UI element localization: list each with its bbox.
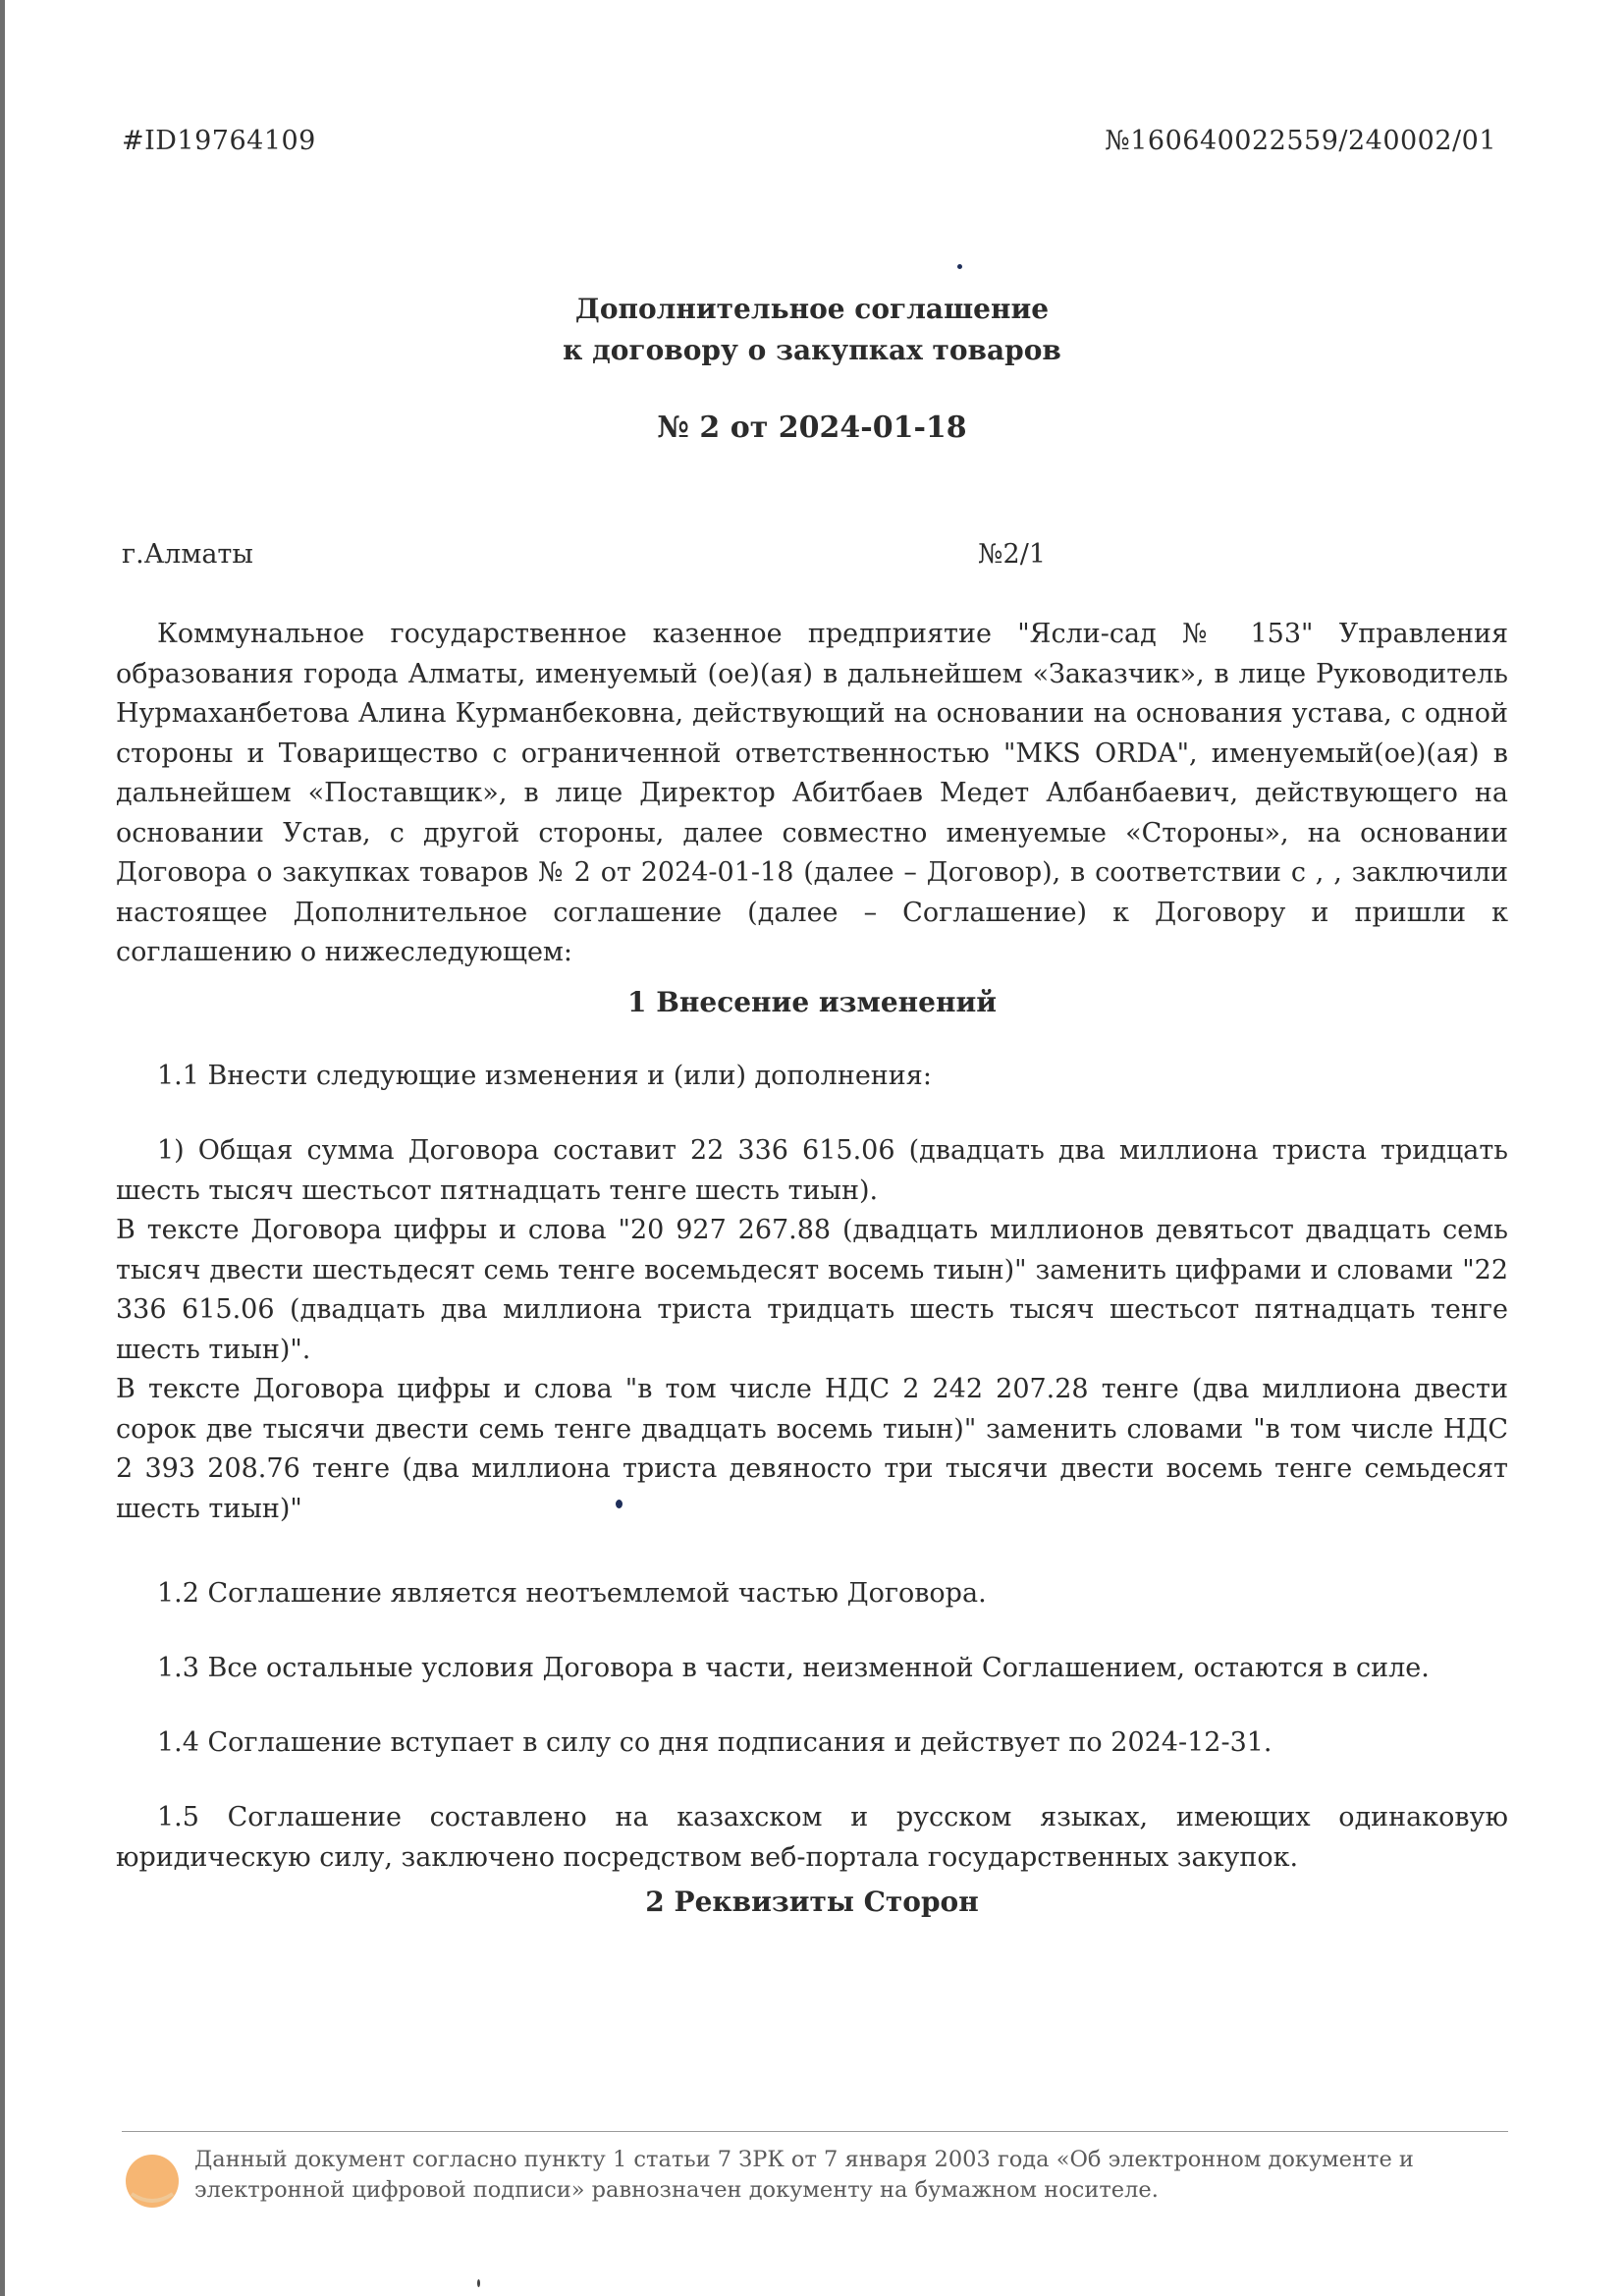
agreement-number: № 2 от 2024-01-18: [657, 410, 967, 445]
scan-speck: [477, 2279, 480, 2287]
clause-1-3-text: 1.3 Все остальные условия Договора в части, неизменной Соглашением, остаются в силе.: [157, 1653, 1430, 1683]
intro-paragraph: [116, 615, 1508, 973]
clause-1-1-text: 1.1 Внести следующие изменения и (или) дополнения:: [157, 1061, 932, 1091]
city: г.Алматы: [122, 539, 253, 570]
title-line-1: Дополнительное соглашение: [574, 293, 1050, 325]
intro-text: Коммунальное государственное казенное предприятие "Ясли-сад № 153" Управления образования города Алматы, именуемый (ое)(ая) в дальнейшем «Заказчик», в лице Руководитель Нурмаханбетова Алина Курманбековна, действующий на основании на основания устава, с одной стороны и Товарищество с ограниченной ответственностью "MKS ORDA", именуемый(ое)(ая) в дальнейшем «Поставщик», в лице Директор Абитбаев Медет Албанбаевич, действующего на основании Устав, с другой стороны, далее совместно именуемые «Стороны», на основании Договора о закупках товаров № 2 от 2024-01-18 (далее – Договор), в соответствии с , , заключили настоящее Дополнительное соглашение (далее – Соглашение) к Договору и пришли к соглашению о нижеследующем:: [116, 619, 1508, 967]
footer-divider: [122, 2131, 1508, 2132]
sub-number: №2/1: [978, 539, 1047, 570]
section-1-heading: 1 Внесение изменений: [626, 986, 997, 1018]
scan-speck: [957, 264, 962, 269]
section-2-heading: 2 Реквизиты Сторон: [645, 1886, 979, 1918]
clause-1-5-text: 1.5 Соглашение составлено на казахском и русском языках, имеющих одинаковую юридическую силу, заключено посредством веб-портала государственных закупок.: [116, 1802, 1508, 1873]
title-line-2: к договору о закупках товаров: [563, 334, 1061, 366]
footer-legal-note: Данный документ согласно пункту 1 статьи 7 ЗРК от 7 января 2003 года «Об электронном документе и электронной цифровой подписи» равнозначен документу на бумажном носителе.: [194, 2147, 1414, 2203]
document-id: #ID19764109: [122, 126, 316, 156]
clause-1-1: [116, 1057, 1508, 1097]
e-gov-logo-icon: [122, 2151, 183, 2212]
clause-1-2: [116, 1574, 1508, 1614]
document-title: [0, 289, 1624, 371]
clause-1-3: [116, 1649, 1508, 1689]
amendment-3: В тексте Договора цифры и слова "в том числе НДС 2 242 207.28 тенге (два миллиона двести сорок две тысячи двести семь тенге двадцать восемь тиын)" заменить словами "в том числе НДС 2 393 208.76 тенге (два миллиона триста девяносто три тысячи двести восемь тенге семьдесят шесть тиын)": [116, 1374, 1508, 1524]
amendments-block: [116, 1131, 1508, 1529]
scan-speck: [616, 1500, 623, 1508]
clause-1-5: [116, 1798, 1508, 1878]
amendment-2: В тексте Договора цифры и слова "20 927 267.88 (двадцать миллионов девятьсот двадцать семь тысяч двести шестьдесят семь тенге восемьдесят восемь тиын)" заменить цифрами и словами "22 336 615.06 (двадцать два миллиона триста тридцать шесть тысяч шестьсот пятнадцать тенге шесть тиын)".: [116, 1215, 1508, 1365]
clause-1-2-text: 1.2 Соглашение является неотъемлемой частью Договора.: [157, 1578, 987, 1609]
clause-1-4-text: 1.4 Соглашение вступает в силу со дня подписания и действует по 2024-12-31.: [157, 1727, 1272, 1758]
clause-1-4: [116, 1723, 1508, 1764]
amendment-1: 1) Общая сумма Договора составит 22 336 615.06 (двадцать два миллиона триста тридцать шесть тысяч шестьсот пятнадцать тенге шесть тиын).: [116, 1135, 1508, 1206]
registration-number: №160640022559/240002/01: [1105, 126, 1496, 156]
